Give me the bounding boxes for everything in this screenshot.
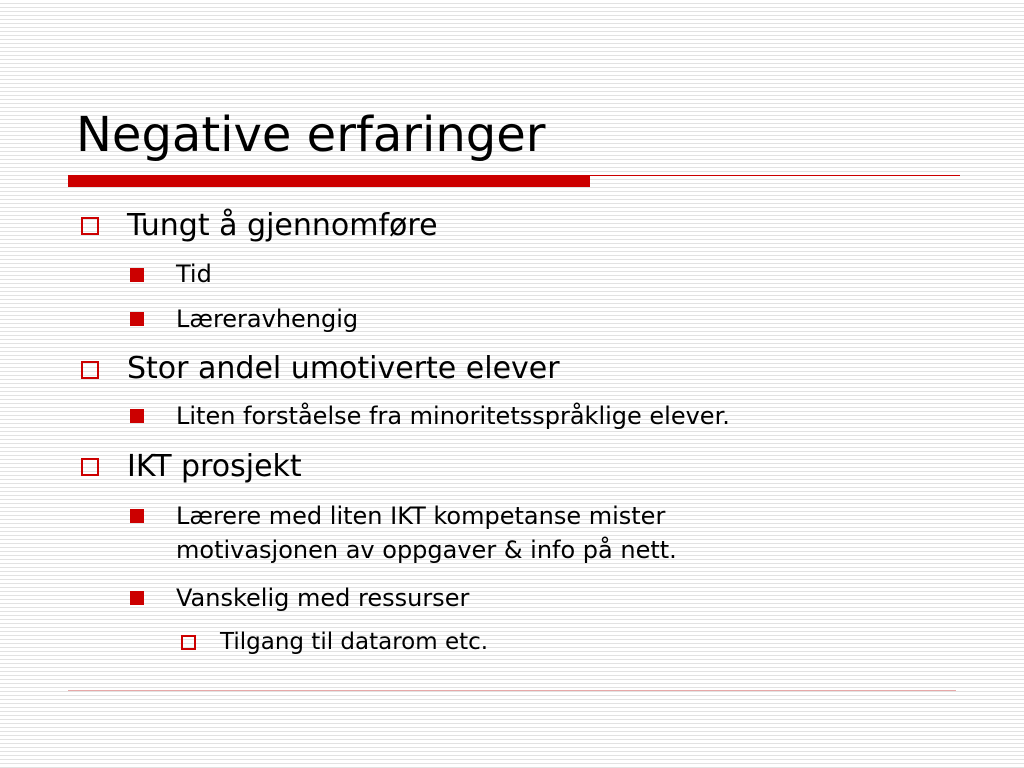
bullet-text-line: motivasjonen av oppgaver & info på nett. xyxy=(176,536,677,564)
bullet-item-level3 xyxy=(220,627,488,657)
footer-divider xyxy=(68,690,956,691)
title-underline-thick xyxy=(68,175,590,187)
bullet-text: Liten forståelse fra minoritetsspråklige elever. xyxy=(176,402,730,430)
bullet-text: Læreravhengig xyxy=(176,305,359,333)
solid-square-bullet-icon xyxy=(130,312,144,326)
title-underline-thin xyxy=(590,175,960,176)
hollow-square-bullet-icon xyxy=(181,635,196,650)
hollow-square-bullet-icon xyxy=(81,458,99,476)
bullet-item-level2 xyxy=(176,257,212,291)
bullet-item-level2 xyxy=(176,499,677,567)
bullet-item-level2 xyxy=(176,302,358,336)
bullet-text: Vanskelig med ressurser xyxy=(176,584,470,612)
bullet-text: Tid xyxy=(176,260,212,288)
bullet-item-level1 xyxy=(127,351,560,387)
bullet-item-level2 xyxy=(176,399,730,433)
solid-square-bullet-icon xyxy=(130,509,144,523)
bullet-text-line: Lærere med liten IKT kompetanse mister xyxy=(176,502,666,530)
bullet-text: Tungt å gjennomføre xyxy=(127,208,438,243)
solid-square-bullet-icon xyxy=(130,591,144,605)
solid-square-bullet-icon xyxy=(130,409,144,423)
bullet-item-level1 xyxy=(127,208,438,244)
bullet-item-level1 xyxy=(127,449,302,485)
bullet-text: Tilgang til datarom etc. xyxy=(220,629,489,655)
bullet-item-level2 xyxy=(176,581,469,615)
bullet-text: Stor andel umotiverte elever xyxy=(127,351,560,386)
hollow-square-bullet-icon xyxy=(81,217,99,235)
slide-title: Negative erfaringer xyxy=(76,107,546,163)
bullet-text: IKT prosjekt xyxy=(127,449,302,484)
solid-square-bullet-icon xyxy=(130,268,144,282)
hollow-square-bullet-icon xyxy=(81,361,99,379)
